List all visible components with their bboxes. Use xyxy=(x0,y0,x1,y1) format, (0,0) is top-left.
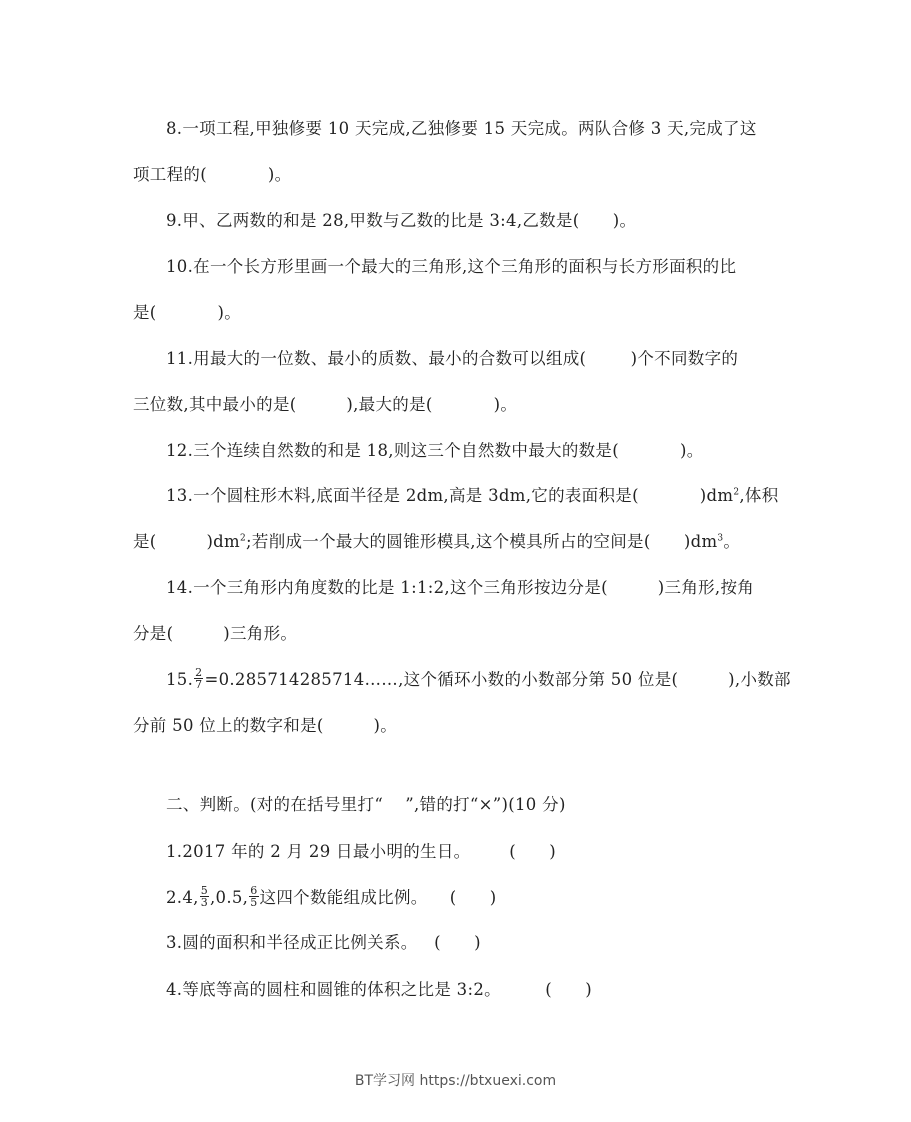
q13-sup-1: 2 xyxy=(733,487,740,498)
fraction-6-5: $\frac{6}{5}$ xyxy=(250,884,258,909)
footer-watermark: BT学习网 https://btxuexi.com xyxy=(354,1073,557,1089)
question-11-line-2: 三位数,其中最小的是( ),最大的是( )。 xyxy=(133,395,518,414)
q13-sup-2: 2 xyxy=(240,533,247,544)
question-11-line-1: 11.用最大的一位数、最小的质数、最小的合数可以组成( )个不同数字的 xyxy=(166,349,739,368)
judge-item-1: 1.2017 年的 2 月 29 日最小明的生日。 ( ) xyxy=(166,842,557,861)
question-8-line-1: 8.一项工程,甲独修要 10 天完成,乙独修要 15 天完成。两队合修 3 天,完成了这 xyxy=(166,119,757,138)
judge-item-2 xyxy=(166,884,497,910)
q13-text-e: 。 xyxy=(723,532,741,551)
q13-text-a: 13.一个圆柱形木料,底面半径是 2dm,高是 3dm,它的表面积是( )dm xyxy=(166,486,734,505)
question-15-line-1 xyxy=(166,666,791,692)
question-10-line-1: 10.在一个长方形里画一个最大的三角形,这个三角形的面积与长方形面积的比 xyxy=(166,257,737,276)
fraction-2-7: $\frac{2}{7}$ xyxy=(195,666,203,691)
question-8-line-2: 项工程的( )。 xyxy=(133,165,292,184)
q13-sup-3: 3 xyxy=(717,533,724,544)
fraction-5-3: $\frac{5}{3}$ xyxy=(200,884,208,909)
question-10-line-2: 是( )。 xyxy=(133,303,242,322)
q15-prefix: 15. xyxy=(166,670,194,689)
question-13-line-2 xyxy=(133,531,740,553)
q15-rest: =0.285714285714……,这个循环小数的小数部分第 50 位是( ),小数部 xyxy=(204,670,791,689)
section-2-heading: 二、判断。(对的在括号里打“ ”,错的打“×”)(10 分) xyxy=(166,795,566,814)
q13-text-c: 是( )dm xyxy=(133,532,240,551)
j2-prefix: 2.4, xyxy=(166,888,199,907)
question-15-line-2: 分前 50 位上的数字和是( )。 xyxy=(133,716,398,735)
j2-rest: 这四个数能组成比例。 ( ) xyxy=(259,888,497,907)
judge-item-3: 3.圆的面积和半径成正比例关系。 ( ) xyxy=(166,933,481,952)
q13-text-d: ;若削成一个最大的圆锥形模具,这个模具所占的空间是( )dm xyxy=(246,532,718,551)
question-14-line-1: 14.一个三角形内角度数的比是 1:1:2,这个三角形按边分是( )三角形,按角 xyxy=(166,578,755,597)
question-9: 9.甲、乙两数的和是 28,甲数与乙数的比是 3:4,乙数是( )。 xyxy=(166,211,637,230)
question-12: 12.三个连续自然数的和是 18,则这三个自然数中最大的数是( )。 xyxy=(166,441,704,460)
judge-item-4: 4.等底等高的圆柱和圆锥的体积之比是 3:2。 ( ) xyxy=(166,980,593,999)
question-14-line-2: 分是( )三角形。 xyxy=(133,624,298,643)
q13-text-b: ,体积 xyxy=(739,486,779,505)
question-13-line-1 xyxy=(166,485,779,507)
j2-mid: ,0.5, xyxy=(210,888,249,907)
